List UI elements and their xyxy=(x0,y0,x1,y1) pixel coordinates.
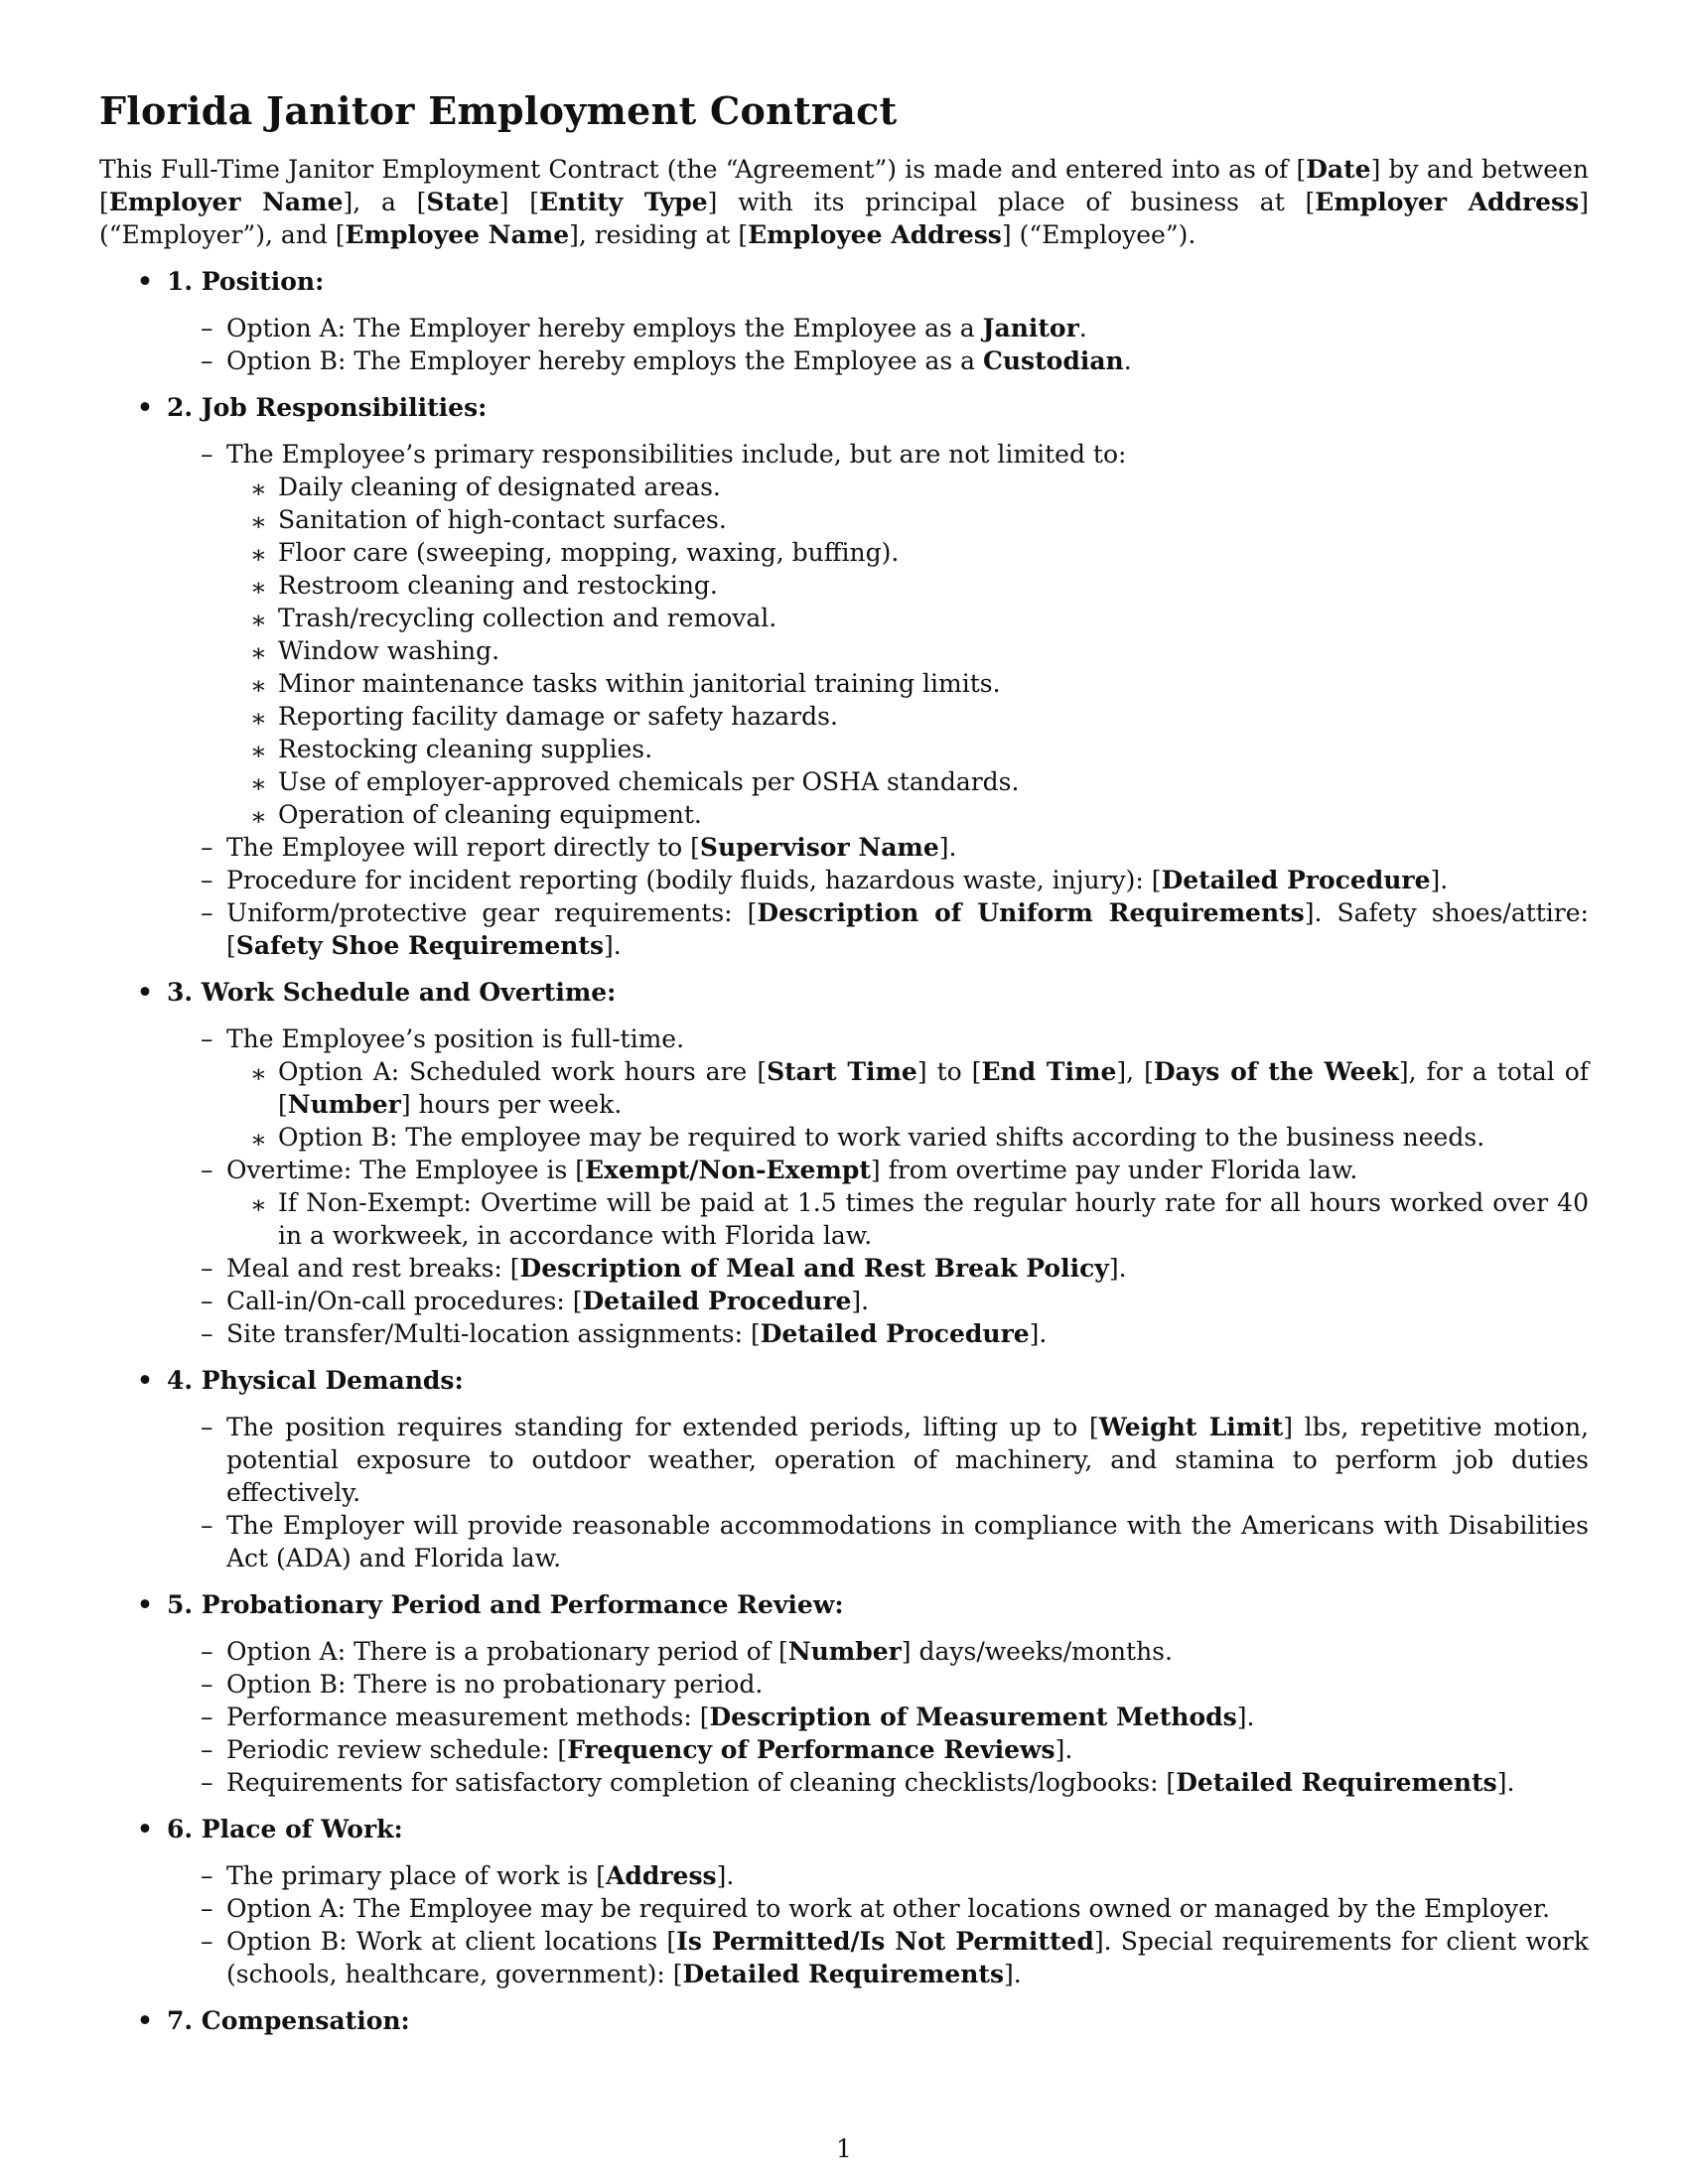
section-heading: • 7. Compensation: xyxy=(167,2006,410,2035)
duty-item: ∗ Operation of cleaning equipment. xyxy=(226,798,1589,831)
section-work-schedule xyxy=(99,976,1589,1350)
section-heading: • 1. Position: xyxy=(167,267,325,296)
duties-list xyxy=(226,471,1589,831)
intro-text: ] with its principal place of business at [ xyxy=(707,188,1316,216)
section-heading: • 6. Place of Work: xyxy=(167,1815,403,1843)
section-heading: • 5. Probationary Period and Performance Review: xyxy=(167,1590,844,1619)
duty-item: ∗ Trash/recycling collection and removal. xyxy=(226,602,1589,634)
list-item: – Option A: The Employer hereby employs the Employee as a Janitor. xyxy=(167,312,1589,344)
list-item: – The Employee’s position is full-time. ∗ Option A: Scheduled work hours are [Start Time] to [End Time], [Days of the Week], for a total of [Number] hours per week. ∗ Option B: The employee may be required to work varied shifts according to the business needs. xyxy=(167,1023,1589,1154)
section-heading: • 3. Work Schedule and Overtime: xyxy=(167,978,617,1007)
employee-name-placeholder: Employee Name xyxy=(345,220,570,249)
contract-page xyxy=(99,87,1589,2051)
section-heading: • 4. Physical Demands: xyxy=(167,1366,464,1395)
list-item: – Uniform/protective gear requirements: [Description of Uniform Requirements]. Safety shoes/attire: [Safety Shoe Requirements]. xyxy=(167,896,1589,962)
list-item: – Call-in/On-call procedures: [Detailed Procedure]. xyxy=(167,1285,1589,1317)
intro-text: ] by and between [ xyxy=(99,155,1589,216)
section-position xyxy=(99,265,1589,377)
duty-item: ∗ Minor maintenance tasks within janitorial training limits. xyxy=(226,667,1589,700)
date-placeholder: Date xyxy=(1306,155,1371,184)
section-physical-demands xyxy=(99,1364,1589,1574)
section-list xyxy=(99,265,1589,2037)
intro-text: ] (“Employee”). xyxy=(1001,220,1196,249)
list-item: – The primary place of work is [Address]. xyxy=(167,1859,1589,1892)
list-item: – The position requires standing for extended periods, lifting up to [Weight Limit] lbs, repetitive motion, potential exposure to outdoor weather, operation of machinery, and stamina to perform job duties effectively. xyxy=(167,1411,1589,1509)
list-item: – Site transfer/Multi-location assignments: [Detailed Procedure]. xyxy=(167,1317,1589,1350)
section-compensation xyxy=(99,2004,1589,2037)
list-item: ∗ Option A: Scheduled work hours are [Start Time] to [End Time], [Days of the Week], for a total of [Number] hours per week. xyxy=(226,1055,1589,1121)
list-item: – Option B: There is no probationary period. xyxy=(167,1668,1589,1701)
duty-item: ∗ Daily cleaning of designated areas. xyxy=(226,471,1589,503)
list-item: – Option A: The Employee may be required to work at other locations owned or managed by the Employer. xyxy=(167,1892,1589,1925)
list-item: ∗ Option B: The employee may be required to work varied shifts according to the business needs. xyxy=(226,1121,1589,1154)
list-item: – Requirements for satisfactory completion of cleaning checklists/logbooks: [Detailed Requirements]. xyxy=(167,1766,1589,1799)
intro-text: ], residing at [ xyxy=(569,220,749,249)
list-item: – Option A: There is a probationary period of [Number] days/weeks/months. xyxy=(167,1635,1589,1668)
list-item: – Periodic review schedule: [Frequency of Performance Reviews]. xyxy=(167,1733,1589,1766)
intro-text: This Full-Time Janitor Employment Contract (the “Agreement”) is made and entered into as of [ xyxy=(99,155,1307,184)
list-item: – The Employee will report directly to [Supervisor Name]. xyxy=(167,831,1589,864)
state-placeholder: State xyxy=(426,188,499,216)
list-item: – The Employer will provide reasonable accommodations in compliance with the Americans with Disabilities Act (ADA) and Florida law. xyxy=(167,1509,1589,1574)
duty-item: ∗ Floor care (sweeping, mopping, waxing, buffing). xyxy=(226,536,1589,569)
duty-item: ∗ Use of employer-approved chemicals per OSHA standards. xyxy=(226,765,1589,798)
employer-name-placeholder: Employer Name xyxy=(108,188,344,216)
intro-text: ], a [ xyxy=(343,188,427,216)
duty-item: ∗ Reporting facility damage or safety hazards. xyxy=(226,700,1589,733)
list-item: – Procedure for incident reporting (bodily fluids, hazardous waste, injury): [Detailed Procedure]. xyxy=(167,864,1589,896)
entity-type-placeholder: Entity Type xyxy=(538,188,708,216)
section-place-of-work xyxy=(99,1813,1589,1990)
list-item: – Option B: Work at client locations [Is Permitted/Is Not Permitted]. Special requirements for client work (schools, healthcare, government): [Detailed Requirements]. xyxy=(167,1925,1589,1990)
section-job-responsibilities xyxy=(99,391,1589,962)
section-heading: • 2. Job Responsibilities: xyxy=(167,393,488,422)
duty-item: ∗ Window washing. xyxy=(226,634,1589,667)
list-item: – The Employee’s primary responsibilities include, but are not limited to: ∗ Daily cleaning of designated areas. ∗ Sanitation of high-contact surfaces. ∗ Floor care (sweeping, mopping, waxing, buffing). ∗ Restroom cleaning and restocking. ∗ Trash/recycling collection and removal. ∗ Window washing. ∗ Minor maintenance tasks within janitorial training limits. ∗ Reporting facility damage or safety hazards. ∗ Restocking cleaning supplies. ∗ Use of employer-approved chemicals per OSHA standards. ∗ Operation of cleaning equipment. xyxy=(167,438,1589,831)
page-number: 1 xyxy=(836,2134,852,2163)
list-item: ∗ If Non-Exempt: Overtime will be paid at 1.5 times the regular hourly rate for all hours worked over 40 in a workweek, in accordance with Florida law. xyxy=(226,1186,1589,1252)
page-title: Florida Janitor Employment Contract xyxy=(99,88,898,133)
section-probation xyxy=(99,1588,1589,1799)
duty-item: ∗ Restroom cleaning and restocking. xyxy=(226,569,1589,602)
duty-item: ∗ Sanitation of high-contact surfaces. xyxy=(226,503,1589,536)
list-item: – Performance measurement methods: [Description of Measurement Methods]. xyxy=(167,1701,1589,1733)
employee-address-placeholder: Employee Address xyxy=(748,220,1002,249)
intro-text: ] [ xyxy=(498,188,539,216)
duty-item: ∗ Restocking cleaning supplies. xyxy=(226,733,1589,765)
list-item: – Meal and rest breaks: [Description of Meal and Rest Break Policy]. xyxy=(167,1252,1589,1285)
intro-paragraph xyxy=(99,153,1589,251)
intro-text: ] (“Employer”), and [ xyxy=(99,188,1589,249)
employer-address-placeholder: Employer Address xyxy=(1315,188,1580,216)
list-item: – Option B: The Employer hereby employs the Employee as a Custodian. xyxy=(167,344,1589,377)
list-item: – Overtime: The Employee is [Exempt/Non-Exempt] from overtime pay under Florida law. ∗ If Non-Exempt: Overtime will be paid at 1.5 times the regular hourly rate for all hours worked over 40 in a workweek, in accordance with Florida law. xyxy=(167,1154,1589,1252)
